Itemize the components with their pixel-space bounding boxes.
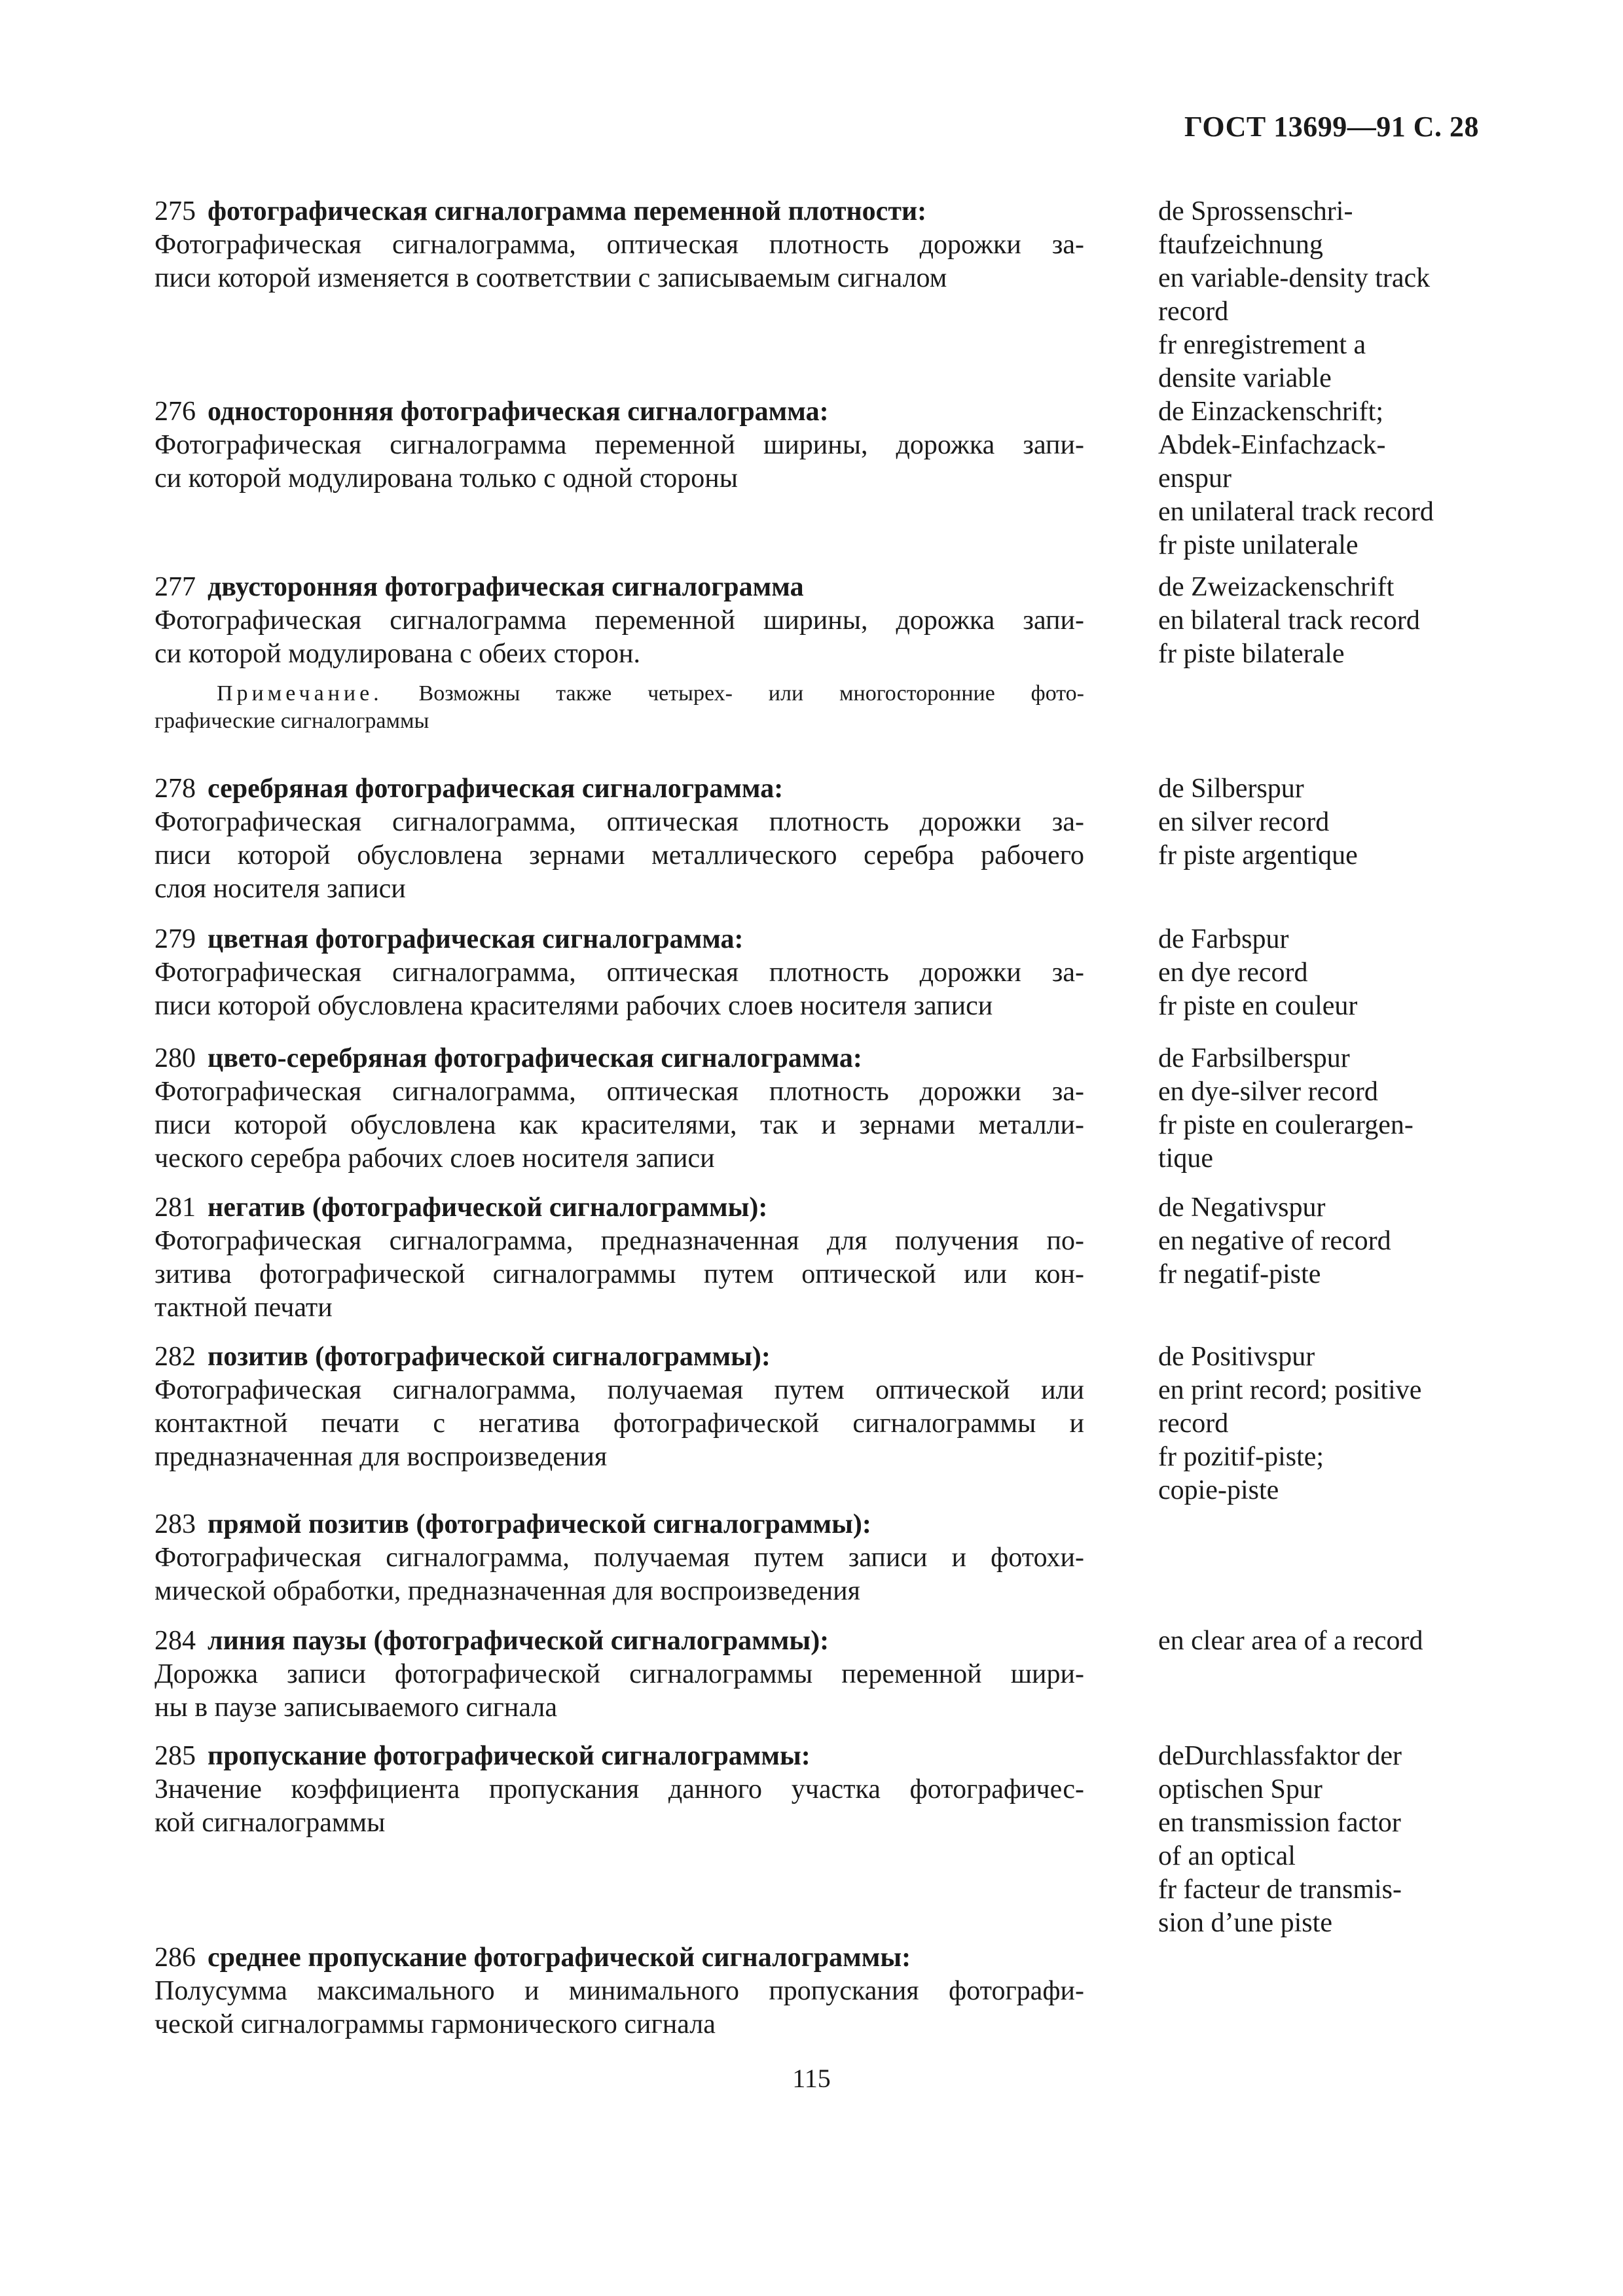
term-number: 279: [155, 924, 196, 954]
term-heading: [155, 1042, 1084, 1075]
definition-line: ческой сигналограммы гармонического сигнала: [155, 2009, 716, 2039]
term-definition-block: [155, 1191, 1084, 1325]
term-title: серебряная фотографическая сигналограмма:: [208, 774, 784, 804]
definition-line: писи которой обусловлена зернами металлического серебра рабочего: [155, 840, 1084, 870]
equivalent-line: densite variable: [1158, 363, 1332, 393]
equivalent-line: en silver record: [1158, 807, 1330, 837]
term-title: линия паузы (фотографической сигналограммы):: [208, 1626, 830, 1656]
term-heading: [155, 1740, 1084, 1773]
definition-line: контактной печати с негатива фотографической сигналограммы и: [155, 1408, 1084, 1439]
equivalent-line: de Zweizackenschrift: [1158, 572, 1395, 602]
term-definition-block: [155, 1042, 1084, 1175]
definition-line: ны в паузе записываемого сигнала: [155, 1693, 557, 1723]
definition-line: Фотографическая сигналограмма, оптическая плотность дорожки за-: [155, 1077, 1084, 1107]
definition-line: писи которой изменяется в соответствии с записываемым сигналом: [155, 263, 947, 293]
foreign-equivalents: [1158, 923, 1499, 1023]
term-definition-block: [155, 1624, 1084, 1725]
term-heading: [155, 1340, 1084, 1374]
note-block: [155, 680, 1084, 735]
foreign-equivalents: [1158, 195, 1499, 395]
definition-line: мической обработки, предназначенная для воспроизведения: [155, 1576, 860, 1606]
term-title: двусторонняя фотографическая сигналограмма: [208, 572, 804, 602]
term-title: пропускание фотографической сигналограммы:: [208, 1741, 811, 1771]
term-title: односторонняя фотографическая сигналограмма:: [208, 397, 829, 427]
foreign-equivalents: [1158, 571, 1499, 671]
equivalent-line: enspur: [1158, 463, 1231, 493]
equivalent-line: en dye-silver record: [1158, 1077, 1378, 1107]
equivalent-line: fr piste unilaterale: [1158, 530, 1359, 560]
page-header: ГОСТ 13699—91 С. 28: [1184, 111, 1479, 143]
term-title: цветная фотографическая сигналограмма:: [208, 924, 744, 954]
definition-line: Значение коэффициента пропускания данного участка фотографичес-: [155, 1774, 1084, 1804]
equivalent-line: fr enregistrement a: [1158, 330, 1366, 360]
term-title: фотографическая сигналограмма переменной плотности:: [208, 196, 927, 226]
term-heading: [155, 1508, 1084, 1541]
definition-line: Фотографическая сигналограмма переменной ширины, дорожка запи-: [155, 430, 1084, 460]
definition-line: слоя носителя записи: [155, 874, 406, 904]
foreign-equivalents: [1158, 1740, 1499, 1940]
equivalent-line: en transmission factor: [1158, 1808, 1401, 1838]
equivalent-line: fr facteur de transmis-: [1158, 1874, 1402, 1905]
definition-line: Фотографическая сигналограмма, оптическая плотность дорожки за-: [155, 807, 1084, 837]
definition-line: Полусумма максимального и минимального пропускания фотографи-: [155, 1976, 1084, 2006]
term-definition-block: [155, 195, 1084, 295]
term-heading: [155, 395, 1084, 429]
foreign-equivalents: [1158, 1042, 1499, 1175]
definition-line: Фотографическая сигналограмма, оптическая плотность дорожки за-: [155, 958, 1084, 988]
definition-line: ческого серебра рабочих слоев носителя записи: [155, 1143, 715, 1174]
term-definition-block: [155, 923, 1084, 1023]
foreign-equivalents: [1158, 395, 1499, 562]
equivalent-line: de Negativspur: [1158, 1193, 1326, 1223]
equivalent-line: deDurchlassfaktor der: [1158, 1741, 1402, 1771]
foreign-equivalents: [1158, 1340, 1499, 1507]
note-line: графические сигналограммы: [155, 709, 429, 733]
term-title: позитив (фотографической сигналограммы):: [208, 1342, 771, 1372]
term-number: 285: [155, 1741, 196, 1771]
term-title: негатив (фотографической сигналограммы):: [208, 1193, 768, 1223]
term-definition-block: [155, 1941, 1084, 2041]
term-definition-block: [155, 1508, 1084, 1608]
equivalent-line: en dye record: [1158, 958, 1308, 988]
foreign-equivalents: [1158, 772, 1499, 872]
equivalent-line: fr pozitif-piste;: [1158, 1442, 1324, 1472]
note-line: [155, 680, 1084, 708]
equivalent-line: en bilateral track record: [1158, 605, 1420, 636]
equivalent-line: de Silberspur: [1158, 774, 1304, 804]
equivalent-line: de Positivspur: [1158, 1342, 1315, 1372]
term-heading: [155, 1941, 1084, 1975]
equivalent-line: en negative of record: [1158, 1226, 1391, 1256]
term-number: 278: [155, 774, 196, 804]
term-heading: [155, 195, 1084, 228]
term-heading: [155, 1191, 1084, 1225]
equivalent-line: en unilateral track record: [1158, 497, 1434, 527]
definition-line: си которой модулирована только с одной стороны: [155, 463, 739, 493]
term-heading: [155, 1624, 1084, 1658]
equivalent-line: en print record; positive: [1158, 1375, 1422, 1405]
term-definition-block: [155, 1340, 1084, 1474]
term-title: среднее пропускание фотографической сигналограммы:: [208, 1943, 911, 1973]
equivalent-line: record: [1158, 1408, 1229, 1439]
foreign-equivalents: [1158, 1624, 1499, 1658]
equivalent-line: de Sprossenschri-: [1158, 196, 1353, 226]
term-heading: [155, 571, 1084, 604]
equivalent-line: tique: [1158, 1143, 1213, 1174]
page-number: 115: [792, 2064, 831, 2093]
term-title: цвето-серебряная фотографическая сигналограмма:: [208, 1043, 862, 1073]
equivalent-line: en variable-density track: [1158, 263, 1431, 293]
equivalent-line: ftaufzeichnung: [1158, 230, 1323, 260]
note-label: Примечание.: [217, 681, 383, 706]
term-number: 284: [155, 1626, 196, 1656]
term-definition-block: [155, 571, 1084, 735]
term-number: 286: [155, 1943, 196, 1973]
note-text: Возможны также четырех- или многосторонние фото-: [418, 681, 1084, 706]
equivalent-line: fr piste en couleur: [1158, 991, 1358, 1021]
definition-line: си которой модулирована с обеих сторон.: [155, 639, 640, 669]
term-definition-block: [155, 395, 1084, 495]
equivalent-line: record: [1158, 296, 1229, 327]
equivalent-line: fr negatif-piste: [1158, 1259, 1321, 1289]
definition-line: зитива фотографической сигналограммы путем оптической или кон-: [155, 1259, 1084, 1289]
definition-line: Фотографическая сигналограмма, получаемая путем оптической или: [155, 1375, 1084, 1405]
definition-line: Фотографическая сигналограмма, получаемая путем записи и фотохи-: [155, 1543, 1084, 1573]
term-definition-block: [155, 1740, 1084, 1840]
equivalent-line: optischen Spur: [1158, 1774, 1322, 1804]
equivalent-line: de Farbspur: [1158, 924, 1289, 954]
definition-line: Дорожка записи фотографической сигналограммы переменной шири-: [155, 1659, 1084, 1689]
term-number: 275: [155, 196, 196, 226]
definition-line: тактной печати: [155, 1293, 333, 1323]
term-number: 281: [155, 1193, 196, 1223]
term-number: 282: [155, 1342, 196, 1372]
definition-line: писи которой обусловлена как красителями, так и зернами металли-: [155, 1110, 1084, 1140]
equivalent-line: fr piste en coulerargen-: [1158, 1110, 1413, 1140]
term-heading: [155, 923, 1084, 956]
equivalent-line: en clear area of a record: [1158, 1626, 1423, 1656]
equivalent-line: fr piste argentique: [1158, 840, 1358, 870]
definition-line: Фотографическая сигналограмма, оптическая плотность дорожки за-: [155, 230, 1084, 260]
term-title: прямой позитив (фотографической сигналограммы):: [208, 1509, 871, 1539]
equivalent-line: sion d’une piste: [1158, 1908, 1332, 1938]
equivalent-line: de Farbsilberspur: [1158, 1043, 1350, 1073]
term-number: 276: [155, 397, 196, 427]
foreign-equivalents: [1158, 1191, 1499, 1291]
equivalent-line: de Einzackenschrift;: [1158, 397, 1383, 427]
definition-line: Фотографическая сигналограмма, предназначенная для получения по-: [155, 1226, 1084, 1256]
term-number: 283: [155, 1509, 196, 1539]
equivalent-line: of an optical: [1158, 1841, 1296, 1871]
term-number: 277: [155, 572, 196, 602]
term-definition-block: [155, 772, 1084, 906]
definition-line: Фотографическая сигналограмма переменной ширины, дорожка запи-: [155, 605, 1084, 636]
term-number: 280: [155, 1043, 196, 1073]
equivalent-line: Abdek-Einfachzack-: [1158, 430, 1386, 460]
definition-line: писи которой обусловлена красителями рабочих слоев носителя записи: [155, 991, 993, 1021]
equivalent-line: copie-piste: [1158, 1475, 1279, 1505]
equivalent-line: fr piste bilaterale: [1158, 639, 1345, 669]
term-heading: [155, 772, 1084, 806]
definition-line: предназначенная для воспроизведения: [155, 1442, 608, 1472]
definition-line: кой сигналограммы: [155, 1808, 386, 1838]
